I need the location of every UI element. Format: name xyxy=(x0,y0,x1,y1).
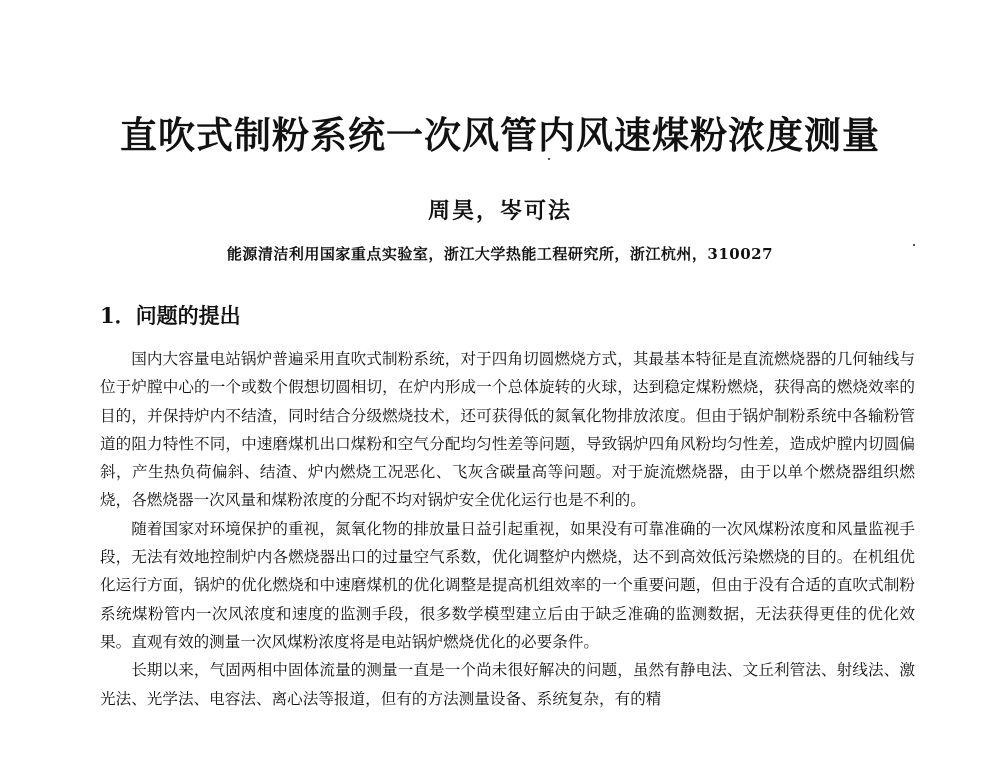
paper-title: 直吹式制粉系统一次风管内风速煤粉浓度测量 xyxy=(120,114,880,157)
paper-affiliation: 能源清洁利用国家重点实验室，浙江大学热能工程研究所，浙江杭州，310027 xyxy=(226,245,774,263)
scan-speck xyxy=(548,158,550,160)
section-heading: 1．问题的提出 xyxy=(100,303,241,328)
paragraph-3: 长期以来，气固两相中固体流量的测量一直是一个尚未很好解决的问题，虽然有静电法、文丘利管法、射线法、激光法、光学法、电容法、离心法等报道，但有的方法测量设备、系统复杂，有的精 xyxy=(100,661,915,708)
paragraph-1: 国内大容量电站锅炉普遍采用直吹式制粉系统，对于四角切圆燃烧方式，其最基本特征是直流燃烧器的几何轴线与位于炉膛中心的一个或数个假想切圆相切，在炉内形成一个总体旋转的火球，达到稳定煤粉燃烧，获得高的燃烧效率的目的，并保持炉内不结渣，同时结合分级燃烧技术，还可获得低的氮氧化物排放浓度。但由于锅炉制粉系统中各输粉管道的阻力特性不同，中速磨煤机出口煤粉和空气分配均匀性差等问题，导致锅炉四角风粉均匀性差，造成炉膛内切圆偏斜，产生热负荷偏斜、结渣、炉内燃烧工况恶化、飞灰含碳量高等问题。对于旋流燃烧器，由于以单个燃烧器组织燃烧，各燃烧器一次风量和煤粉浓度的分配不均对锅炉安全优化运行也是不利的。 xyxy=(100,350,915,510)
paper-authors: 周昊，岑可法 xyxy=(427,198,572,224)
scan-speck xyxy=(913,244,915,246)
paragraph-2: 随着国家对环境保护的重视，氮氧化物的排放量日益引起重视，如果没有可靠准确的一次风煤粉浓度和风量监视手段，无法有效地控制炉内各燃烧器出口的过量空气系数，优化调整炉内燃烧，达不到高效低污染燃烧的目的。在机组优化运行方面，锅炉的优化燃烧和中速磨煤机的优化调整是提高机组效率的一个重要问题，但由于没有合适的直吹式制粉系统煤粉管内一次风浓度和速度的监测手段，很多数学模型建立后由于缺乏准确的监测数据，无法获得更佳的优化效果。直观有效的测量一次风煤粉浓度将是电站锅炉燃烧优化的必要条件。 xyxy=(100,519,915,651)
section-body xyxy=(100,345,915,713)
